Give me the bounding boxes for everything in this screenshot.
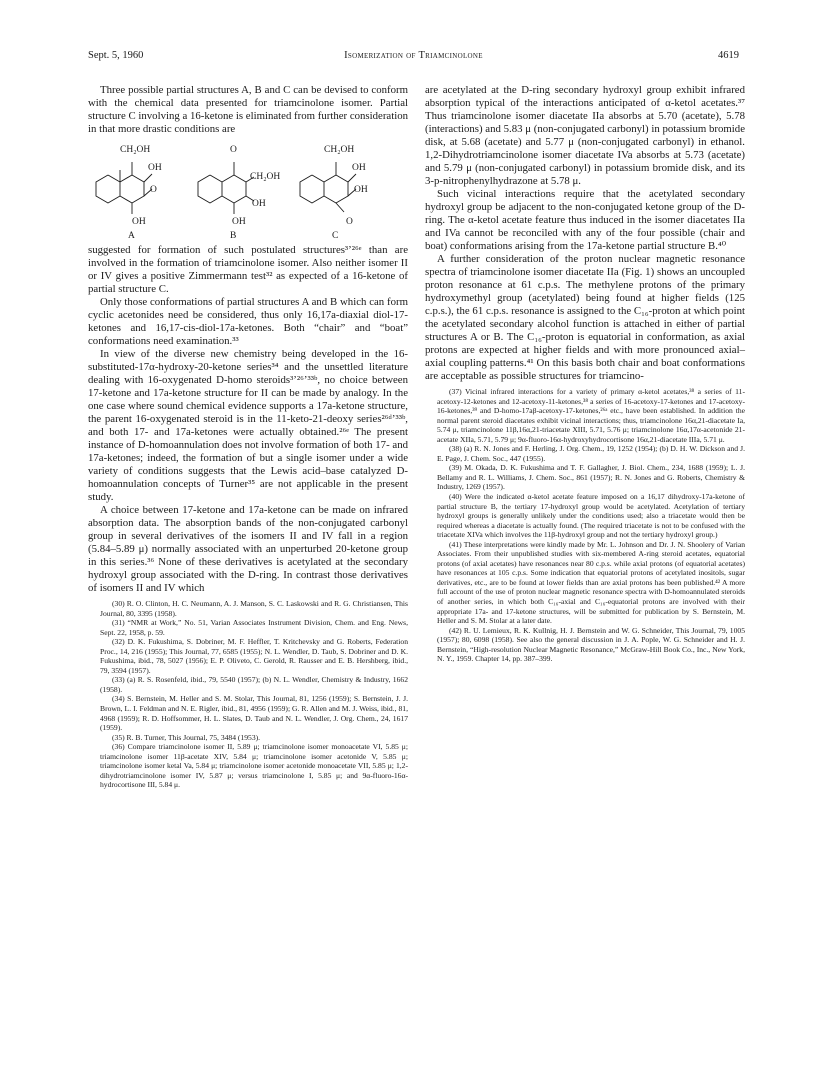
group-label: O: [230, 145, 237, 155]
footnotes: [425, 387, 745, 664]
structure-label: A: [128, 231, 135, 240]
footnote: (38) (a) R. N. Jones and F. Herling, J. Org. Chem., 19, 1252 (1954); (b) D. H. W. Dickson and J. E. Page, J. Chem. Soc., 447 (1955).: [437, 444, 745, 463]
paragraph: are acetylated at the D-ring secondary hydroxyl group exhibit infrared absorption typical of the interactions anticipated of α-ketol acetates.³⁷ Thus triamcinolone isomer diacetate IIa absorbs at 5.70 (acetate), 5.78 (interactions) and 5.83 μ (non-conjugated carbonyl) in potassium bromide disk, at 5.68 (acetate) and 5.77 μ (non-conjugated carbonyl) in ethanol. 1,2-Dihydrotriamcinolone isomer diacetate IVa absorbs at 5.73 (acetate) and 5.79 μ (non-conjugated carbonyl) in potassium bromide disk, and its 3-p-nitrophenylhydrazone at 5.78 μ.: [425, 84, 745, 187]
paragraph: In view of the diverse new chemistry being developed in the 16-substituted-17α-hydroxy-20-ketone series³⁴ and the unsettled literature dealing with 16-oxygenated D-homo steroids³’²⁶’³³ᵇ, no choice between 17-ketone and 17a-ketone structure for II can be made by analogy. In the one case where sound chemical evidence supports a 17a-ketone structure, the parent 16-oxygenated steroid is in the 11-keto-21-deoxy series²⁶ᵈ’³³ᵇ, and both 17- and 17a-ketones were actually obtained.²⁶ᵉ The present instance of D-homoannulation does not involve formation of both 17- and 17a-ketones; indeed, the formation of but a single isomer under a wide variety of conditions suggests that the Lewis acid–base catalyzed D-homoannulation concepts of Turner³⁵ are not applicable in the present study.: [88, 348, 408, 503]
structure-label: B: [230, 231, 237, 240]
left-column: [88, 84, 408, 790]
page-number: 4619: [718, 50, 739, 61]
group-label: OH: [148, 163, 162, 173]
group-label: OH: [352, 163, 366, 173]
group-label: OH: [132, 217, 146, 227]
footnote: (42) R. U. Lemieux, R. K. Kullnig, H. J. Bernstein and W. G. Schneider, This Journal, 79, 1005 (1957); 80, 6098 (1958). See also the general discussion in J. A. Pople, W. G. Schneider and H. J. Bernstein, “High-resolution Nuclear Magnetic Resonance,” McGraw-Hill Book Co., Inc., New York, N. Y., 1959. Chapter 14, pp. 387–399.: [437, 625, 745, 664]
structure-label: C: [332, 231, 339, 240]
footnote: (32) D. K. Fukushima, S. Dobriner, M. F. Heffler, T. Kritchevsky and G. Roberts, Federation Proc., 14, 216 (1955); This Journal, 77, 6585 (1955); N. L. Wendler, D. Taub, S. Dobriner and D. K. Fukushima, ibid., 78, 5027 (1956); E. P. Oliveto, C. Gerold, R. Rausser and E. B. Hershberg, ibid., 79, 3594 (1957).: [100, 637, 408, 675]
structure-a: [96, 145, 162, 240]
group-label: OH: [252, 199, 266, 209]
footnote: (39) M. Okada, D. K. Fukushima and T. F. Gallagher, J. Biol. Chem., 234, 1688 (1959); L. J. Bellamy and R. L. Williams, J. Chem. Soc., 861 (1957); R. N. Jones and G. Roberts, Chemistry & Industry, 1269 (1957).: [437, 463, 745, 492]
group-label: OH: [232, 217, 246, 227]
footnotes: [88, 599, 408, 790]
paragraph: Only those conformations of partial structures A and B which can form cyclic acetonides need be considered, thus only 16,17a-diaxial diol-17-ketones and 16,17-cis-diol-17a-ketones. Both “chair” and “boat” conformations need examination.³³: [88, 296, 408, 347]
structure-b: [198, 145, 280, 240]
running-header-date: Sept. 5, 1960: [88, 50, 144, 61]
paragraph: A choice between 17-ketone and 17a-ketone can be made on infrared absorption data. The absorption bands of the non-conjugated carbonyl group in several derivatives of the isomers II and IV fall in a region (5.84–5.89 μ) normally associated with an unperturbed 20-ketone group in this series.³⁶ None of these derivatives is acetylated at the secondary hydroxyl group associated with the D-ring. In contrast those derivatives of isomers II and IV which: [88, 504, 408, 594]
footnote: (41) These interpretations were kindly made by Mr. L. Johnson and Dr. J. N. Shoolery of Varian Associates. From their unpublished studies with six-membered A-ring steroid acetates, equatorial protons (of axial acetates) have resonances near 80 c.p.s. while axial protons (of equatorial acetates) have resonances at 105 c.p.s. Some indication that equatorial protons of acetylated inositols, sugar derivatives, etc., are to be found at lower fields than are axial protons has been published.⁴² A more full account of the use of proton nuclear magnetic resonance spectra with D-homoannulated steroids of another series, in which both C₁₆-axial and C₁₆-equatorial protons are involved with their appropriate 17a- and 17-ketone structures, will be submitted for publication by S. Bernstein, M. Heller and S. M. Stolar at a later date.: [437, 539, 745, 626]
group-label: CH₂OH: [250, 172, 281, 182]
footnote: (37) Vicinal infrared interactions for a variety of primary α-ketol acetates,³⁸ a series of 11-acetoxy-12-ketones and 12-acetoxy-11-ketones,³⁸ a series of 16-acetoxy-17-ketones and 17-acetoxy-16-ketones,³⁹ and D-homo-17aβ-acetoxy-17-ketones,²⁶ᵃ etc., have been established. In addition the normal parent steroid diacetates exhibit vicinal interactions; thus, triamcinolone 16α,21-diacetate Ia, 5.74 μ, triamcinolone 11β,16α,21-triacetate XIII, 5.71, 5.76 μ; triamcinolone 16α,17α-acetonide 21-acetate XIIa, 5.71, 5.79 μ; 9α-fluoro-16α-hydroxyhydrocortisone 16α,21-diacetate IIIa, 5.71 μ.: [437, 387, 745, 444]
footnote: (34) S. Bernstein, M. Heller and S. M. Stolar, This Journal, 81, 1256 (1959); S. Bernstein, J. J. Brown, L. I. Feldman and N. E. Rigler, ibid., 81, 4956 (1959); G. R. Allen and M. J. Weiss, ibid., 81, 4968 (1959); R. D. Hoffsommer, H. L. Slates, D. Taub and N. L. Wendler, J. Org. Chem., 24, 1617 (1959).: [100, 694, 408, 733]
group-label: CH₂OH: [324, 145, 355, 155]
footnote: (30) R. O. Clinton, H. C. Neumann, A. J. Manson, S. C. Laskowski and R. G. Christiansen, This Journal, 80, 3395 (1958).: [100, 599, 408, 618]
group-label: CH₂OH: [120, 145, 151, 155]
group-label: OH: [354, 185, 368, 195]
partial-structures-figure: [88, 140, 408, 240]
right-column: [425, 84, 745, 664]
paragraph: suggested for formation of such postulated structures³’²⁶ᵉ than are involved in the formation of triamcinolone isomer. Also neither isomer II or IV gives a positive Zimmermann test³² as expected of a 16-ketone of partial structure C.: [88, 244, 408, 295]
group-label: O: [346, 217, 353, 227]
footnote: (31) “NMR at Work,” No. 51, Varian Associates Instrument Division, Chem. and Eng. News, Sept. 22, 1958, p. 59.: [100, 618, 408, 637]
footnote: (40) Were the indicated α-ketol acetate feature imposed on a 16,17 dihydroxy-17a-ketone of partial structure B, the tertiary 17-hydroxyl group would be acetylated. Acetylation of tertiary hydroxyl groups is generally unlikely under the conditions used; also a triacetate would then be required whereas a diacetate is actually found. (The required triacetate is not to be confused with the triacetate XIVa which involves the 11β-hydroxyl group and not the tertiary hydroxyl group.): [437, 492, 745, 540]
footnote: (33) (a) R. S. Rosenfeld, ibid., 79, 5540 (1957); (b) N. L. Wendler, Chemistry & Industry, 1662 (1958).: [100, 675, 408, 694]
group-label: O: [150, 185, 157, 195]
paragraph: Such vicinal interactions require that the acetylated secondary hydroxyl group be adjacent to the non-conjugated ketone group of the D-ring. The α-ketol acetate feature thus induced in the isomer diacetates IIa and IVa cannot be reconciled with any of the four possible (chair and boat) conformations arising from the 17a-ketone partial structure B.⁴⁰: [425, 188, 745, 252]
footnote: (36) Compare triamcinolone isomer II, 5.89 μ; triamcinolone isomer monoacetate VI, 5.85 μ; triamcinolone isomer 11β-acetate XIV, 5.84 μ; triamcinolone isomer acetonide V, 5.85 μ; triamcinolone isomer ketal Va, 5.84 μ; triamcinolone isomer acetonide monoacetate VII, 5.85 μ; 1,2-dihydrotriamcinolone isomer IV, 5.87 μ; versus triamcinolone I, 5.85 μ; and 9α-fluoro-16α-hydrocortisone III, 5.84 μ.: [100, 742, 408, 790]
running-header-title: Isomerization of Triamcinolone: [344, 50, 483, 61]
structure-c: [300, 145, 368, 240]
footnote: (35) R. B. Turner, This Journal, 75, 3484 (1953).: [112, 732, 261, 742]
paragraph: A further consideration of the proton nuclear magnetic resonance spectra of triamcinolone isomer diacetate IIa (Fig. 1) shows an uncoupled proton resonance at 61 c.p.s. The methylene protons of the primary hydroxymethyl group (acetylated) being found at higher fields (125 c.p.s.), the 61 c.p.s. resonance is assigned to the C₁₆-proton at which point the acetylated secondary alcohol function is attached in either of partial structures A or B. The C₁₆-proton is equatorial in conformation, as axial protons are expected at higher fields and with more pronounced axial–axial coupling patterns.⁴¹ On this basis both chair and boat conformations are acceptable as possible structures for triamcino-: [425, 253, 745, 382]
paragraph: Three possible partial structures A, B and C can be devised to conform with the chemical data presented for triamcinolone isomer. Partial structure C involving a 16-ketone is eliminated from further consideration in that more drastic conditions are: [88, 84, 408, 135]
